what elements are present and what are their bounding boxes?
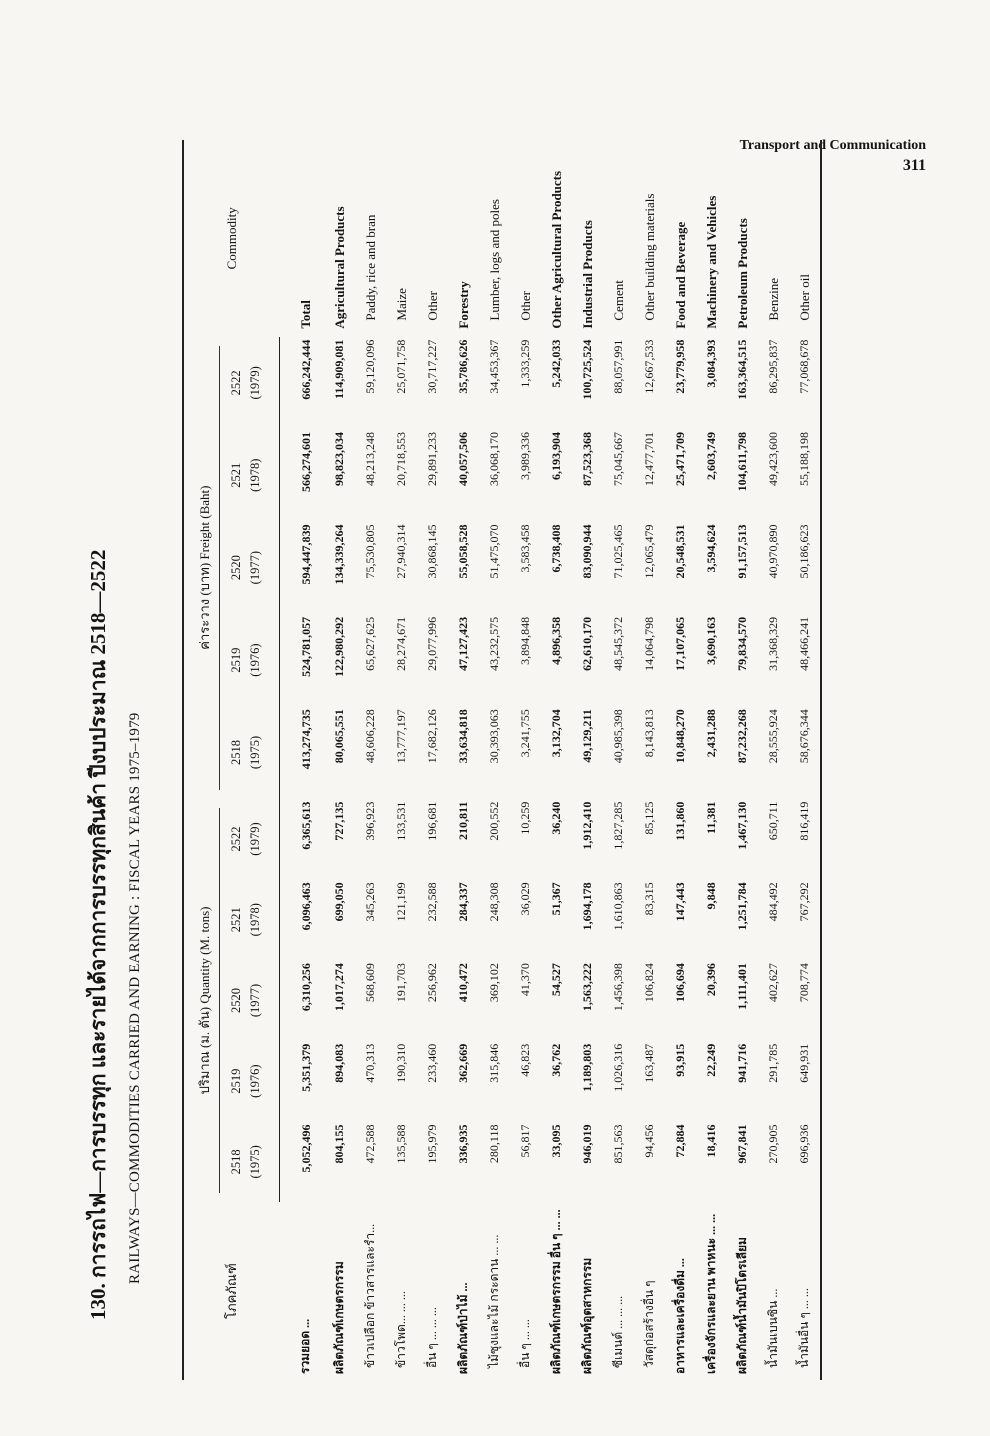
commodity-thai-cell: ผลิตภัณฑ์น้ำมันปิโตรเลียม (735, 1237, 749, 1374)
quantity-cell: 196,681 (425, 801, 439, 841)
freight-cell: 48,545,372 (611, 616, 625, 671)
header-year-freight-2521: 2521 (1978) (221, 429, 280, 521)
quantity-cell: 284,337 (456, 882, 470, 922)
table-row (758, 140, 789, 1380)
table-row (417, 140, 448, 1380)
freight-cell: 28,274,671 (394, 616, 408, 671)
commodity-thai-cell: ข้าวโพด... ... ... (394, 1291, 408, 1368)
table-row (448, 140, 479, 1380)
freight-cell: 50,186,623 (789, 521, 821, 613)
quantity-cell: 210,811 (456, 801, 470, 841)
freight-cell: 83,090,944 (580, 524, 594, 579)
quantity-cell: 696,936 (789, 1122, 821, 1203)
quantity-cell: 36,029 (518, 882, 532, 916)
freight-cell: 6,738,408 (549, 524, 563, 573)
freight-cell: 122,980,292 (332, 616, 346, 677)
freight-cell: 75,530,805 (363, 524, 377, 579)
quantity-cell: 33,095 (549, 1124, 563, 1158)
header-quantity-rule (219, 808, 220, 1194)
freight-cell: 6,193,904 (549, 432, 563, 481)
commodity-thai-cell: ผลิตภัณฑ์เกษตรกรรม (332, 1261, 346, 1374)
quantity-cell: 6,096,463 (298, 882, 313, 931)
quantity-cell: 804,155 (332, 1124, 346, 1164)
freight-cell: 35,786,626 (456, 339, 470, 394)
freight-cell: 8,143,813 (642, 709, 656, 758)
quantity-cell: 190,310 (394, 1043, 408, 1083)
freight-cell: 17,107,065 (673, 616, 687, 671)
quantity-cell: 568,609 (363, 963, 377, 1003)
freight-cell: 55,188,198 (789, 429, 821, 521)
freight-cell: 12,065,479 (642, 524, 656, 579)
freight-cell: 71,025,465 (611, 524, 625, 579)
commodity-english-cell: Agricultural Products (331, 206, 347, 329)
commodity-english-cell: Other (424, 291, 440, 321)
quantity-cell: 967,841 (735, 1124, 749, 1164)
commodity-thai-cell: วัสดุก่อสร้างอื่น ๆ (642, 1280, 656, 1368)
freight-cell: 27,940,314 (394, 524, 408, 579)
header-quantity-group (183, 799, 221, 1203)
freight-cell: 48,466,241 (789, 614, 821, 706)
freight-cell: 75,045,667 (611, 432, 625, 487)
header-year-qty-2519: 2519 (1976) (221, 1041, 280, 1122)
freight-cell: 30,868,145 (425, 524, 439, 579)
rotated-table-page (80, 140, 940, 1380)
header-freight-group (183, 337, 221, 799)
freight-cell: 104,611,798 (735, 432, 749, 492)
freight-cell: 10,848,270 (673, 709, 687, 764)
freight-cell: 20,548,531 (673, 524, 687, 579)
quantity-cell: 72,884 (673, 1124, 687, 1158)
quantity-cell: 22,249 (704, 1043, 718, 1077)
commodity-thai-cell: รวมยอด ... (298, 1318, 313, 1374)
quantity-cell: 708,774 (789, 960, 821, 1041)
freight-cell: 594,447,839 (298, 524, 313, 585)
quantity-cell: 36,762 (549, 1043, 563, 1077)
running-head-section: Transport and Communication (739, 138, 926, 153)
quantity-cell: 46,823 (518, 1043, 532, 1077)
quantity-cell: 133,531 (394, 801, 408, 841)
freight-cell: 163,364,515 (735, 339, 749, 400)
freight-cell: 43,232,575 (487, 616, 501, 671)
quantity-cell: 270,905 (766, 1124, 780, 1164)
quantity-cell: 851,563 (611, 1124, 625, 1164)
freight-cell: 29,891,233 (425, 432, 439, 487)
quantity-cell: 1,189,803 (580, 1043, 594, 1092)
commodity-thai-cell: น้ำมันอื่น ๆ ... ... (789, 1202, 821, 1380)
quantity-cell: 472,588 (363, 1124, 377, 1164)
freight-cell: 30,393,063 (487, 709, 501, 764)
quantity-cell: 484,492 (766, 882, 780, 922)
quantity-cell: 20,396 (704, 963, 718, 997)
freight-cell: 12,667,533 (642, 339, 656, 394)
table-row (696, 140, 727, 1380)
quantity-cell: 650,711 (766, 801, 780, 841)
freight-cell: 58,676,344 (789, 706, 821, 798)
commodity-thai-cell: น้ำมันเบนซิน ... (766, 1288, 780, 1368)
quantity-cell: 85,125 (642, 801, 656, 835)
quantity-cell: 232,588 (425, 882, 439, 922)
quantity-cell: 280,118 (487, 1124, 501, 1164)
freight-cell: 20,718,553 (394, 432, 408, 487)
quantity-cell: 6,365,613 (298, 801, 313, 850)
commodity-english-cell: Other Agricultural Products (548, 170, 564, 329)
commodity-thai-cell: อื่น ๆ ... ... ... (425, 1307, 439, 1368)
freight-cell: 40,057,506 (456, 432, 470, 487)
table-row (386, 140, 417, 1380)
commodity-english-cell: Paddy, rice and bran (362, 214, 378, 321)
quantity-cell: 1,251,784 (735, 882, 749, 931)
freight-cell: 31,368,329 (766, 616, 780, 671)
freight-cell: 55,058,528 (456, 524, 470, 579)
table-row (324, 140, 355, 1380)
table-title-english: RAILWAYS—COMMODITIES CARRIED AND EARNING : FISCAL YEARS 1975–1979 (127, 712, 143, 1284)
header-commodity-english: Commodity (183, 140, 280, 337)
freight-cell: 49,129,211 (580, 709, 594, 763)
freight-cell: 28,555,924 (766, 709, 780, 764)
commodity-thai-cell: ผลิตภัณฑ์เกษตรกรรม อื่น ๆ ... ... (549, 1209, 563, 1374)
quantity-cell: 699,050 (332, 882, 346, 922)
quantity-cell: 362,669 (456, 1043, 470, 1083)
quantity-cell: 369,102 (487, 963, 501, 1003)
table-row (727, 140, 758, 1380)
quantity-cell: 106,694 (673, 963, 687, 1003)
freight-cell: 413,274,735 (298, 709, 313, 770)
commodity-english-cell: Food and Beverage (672, 221, 688, 329)
quantity-cell: 200,552 (487, 801, 501, 841)
quantity-cell: 1,694,178 (580, 882, 594, 931)
commodity-english-cell: Other oil (789, 140, 821, 337)
freight-cell: 36,068,170 (487, 432, 501, 487)
quantity-cell: 649,931 (789, 1041, 821, 1122)
commodity-english-cell: Other (517, 291, 533, 321)
freight-cell: 13,777,197 (394, 709, 408, 764)
commodity-english-cell: Petroleum Products (734, 218, 750, 329)
commodity-thai-cell: เครื่องจักรและยาน พาหนะ ... ... (704, 1213, 718, 1374)
commodity-thai-cell: อื่น ๆ ... ... (518, 1319, 532, 1368)
commodity-english-cell: Industrial Products (579, 220, 595, 329)
quantity-cell: 946,019 (580, 1124, 594, 1164)
freight-cell: 3,241,755 (518, 709, 532, 758)
quantity-cell: 41,370 (518, 963, 532, 997)
quantity-cell: 11,381 (704, 801, 718, 835)
freight-cell: 86,295,837 (766, 339, 780, 394)
quantity-cell: 36,240 (549, 801, 563, 835)
commodity-thai-cell: ซีเมนต์ ... ... ... (611, 1295, 625, 1368)
quantity-cell: 256,962 (425, 963, 439, 1003)
header-commodity-thai: โภคภัณฑ์ (183, 1202, 280, 1380)
header-year-qty-2521: 2521 (1978) (221, 879, 280, 960)
freight-cell: 80,065,551 (332, 709, 346, 764)
quantity-cell: 135,588 (394, 1124, 408, 1164)
header-freight-rule (219, 346, 220, 790)
freight-cell: 40,985,398 (611, 709, 625, 764)
freight-cell: 12,477,701 (642, 432, 656, 487)
quantity-cell: 51,367 (549, 882, 563, 916)
freight-cell: 2,431,288 (704, 709, 718, 758)
quantity-cell: 106,824 (642, 963, 656, 1003)
freight-cell: 134,339,264 (332, 524, 346, 585)
freight-cell: 3,690,163 (704, 616, 718, 665)
freight-cell: 566,274,601 (298, 432, 313, 493)
commodity-thai-cell: ผลิตภัณฑ์อุตสาหกรรม (580, 1257, 594, 1374)
quantity-cell: 402,627 (766, 963, 780, 1003)
table-row (541, 140, 572, 1380)
table-row (603, 140, 634, 1380)
table-row (479, 140, 510, 1380)
freight-cell: 48,213,248 (363, 432, 377, 487)
quantity-cell: 163,487 (642, 1043, 656, 1083)
freight-cell: 2,603,749 (704, 432, 718, 481)
header-year-freight-2520: 2520 (1977) (221, 521, 280, 613)
commodity-thai-cell: ไม้ซุงและไม้ กระดาน ... ... (487, 1234, 501, 1368)
freight-cell: 87,232,268 (735, 709, 749, 764)
freight-cell: 3,894,848 (518, 616, 532, 665)
commodity-english-cell: Other building materials (641, 193, 657, 321)
quantity-cell: 1,467,130 (735, 801, 749, 850)
page-number: 311 (902, 157, 926, 174)
quantity-cell: 195,979 (425, 1124, 439, 1164)
freight-cell: 14,064,798 (642, 616, 656, 671)
header-year-qty-2522: 2522 (1979) (221, 799, 280, 880)
freight-cell: 87,523,368 (580, 432, 594, 487)
freight-cell: 79,834,570 (735, 616, 749, 671)
commodity-english-cell: Benzine (765, 278, 781, 321)
quantity-cell: 941,716 (735, 1043, 749, 1083)
quantity-cell: 18,416 (704, 1124, 718, 1158)
freight-cell: 5,242,033 (549, 339, 563, 388)
table-row (665, 140, 696, 1380)
quantity-cell: 121,199 (394, 882, 408, 922)
quantity-cell: 1,017,274 (332, 963, 346, 1012)
quantity-cell: 410,472 (456, 963, 470, 1003)
table-row (355, 140, 386, 1380)
table-row (510, 140, 541, 1380)
freight-cell: 77,068,678 (789, 337, 821, 429)
freight-cell: 114,909,081 (332, 339, 346, 399)
freight-cell: 51,475,070 (487, 524, 501, 579)
freight-cell: 3,084,393 (704, 339, 718, 388)
freight-cell: 29,077,996 (425, 616, 439, 671)
table-row (789, 140, 821, 1380)
quantity-cell: 248,308 (487, 882, 501, 922)
quantity-cell: 233,460 (425, 1043, 439, 1083)
freight-cell: 34,453,367 (487, 339, 501, 394)
table-row (634, 140, 665, 1380)
quantity-cell: 336,935 (456, 1124, 470, 1164)
quantity-cell: 1,026,316 (611, 1043, 625, 1092)
freight-cell: 23,779,958 (673, 339, 687, 394)
quantity-cell: 6,310,256 (298, 963, 313, 1012)
quantity-cell: 291,785 (766, 1043, 780, 1083)
quantity-cell: 1,827,285 (611, 801, 625, 850)
freight-cell: 48,606,228 (363, 709, 377, 764)
table-row (572, 140, 603, 1380)
quantity-cell: 147,443 (673, 882, 687, 922)
quantity-cell: 191,703 (394, 963, 408, 1003)
freight-cell: 666,242,444 (298, 339, 313, 400)
freight-cell: 91,157,513 (735, 524, 749, 579)
quantity-cell: 94,456 (642, 1124, 656, 1158)
freight-cell: 47,127,423 (456, 616, 470, 671)
quantity-cell: 56,817 (518, 1124, 532, 1158)
freight-cell: 30,717,227 (425, 339, 439, 394)
quantity-cell: 54,527 (549, 963, 563, 997)
quantity-cell: 1,111,401 (735, 963, 749, 1010)
quantity-cell: 470,313 (363, 1043, 377, 1083)
quantity-cell: 5,052,496 (298, 1124, 313, 1173)
freight-cell: 59,120,096 (363, 339, 377, 394)
commodity-english-cell: Forestry (455, 281, 471, 329)
freight-cell: 25,071,758 (394, 339, 408, 394)
freight-cell: 17,682,126 (425, 709, 439, 764)
freight-cell: 49,423,600 (766, 432, 780, 487)
quantity-cell: 5,351,379 (298, 1043, 313, 1092)
quantity-cell: 1,456,398 (611, 963, 625, 1012)
freight-cell: 3,989,336 (518, 432, 532, 481)
quantity-cell: 767,292 (789, 879, 821, 960)
quantity-cell: 315,846 (487, 1043, 501, 1083)
commodity-english-cell: Machinery and Vehicles (703, 195, 719, 329)
freight-cell: 1,333,259 (518, 339, 532, 388)
freight-cell: 524,781,057 (298, 616, 313, 677)
quantity-cell: 83,315 (642, 882, 656, 916)
commodity-english-cell: Cement (610, 280, 626, 321)
commodity-thai-cell: อาหารและเครื่องดื่ม ... (673, 1258, 687, 1374)
freight-cell: 98,823,034 (332, 432, 346, 487)
freight-cell: 3,583,458 (518, 524, 532, 573)
freight-cell: 62,610,170 (580, 616, 594, 671)
quantity-cell: 131,860 (673, 801, 687, 841)
header-year-freight-2518: 2518 (1975) (221, 706, 280, 798)
header-year-freight-2519: 2519 (1976) (221, 614, 280, 706)
freight-cell: 4,896,358 (549, 616, 563, 665)
freight-cell: 40,970,890 (766, 524, 780, 579)
commodity-english-cell: Maize (393, 288, 409, 321)
freight-cell: 65,627,625 (363, 616, 377, 671)
header-year-freight-2522: 2522 (1979) (221, 337, 280, 429)
table-title-thai (82, 140, 115, 1320)
quantity-cell: 9,848 (704, 882, 718, 910)
freight-cell: 3,132,704 (549, 709, 563, 758)
quantity-cell: 1,912,410 (580, 801, 594, 850)
commodities-table (182, 140, 822, 1380)
quantity-cell: 1,610,863 (611, 882, 625, 931)
quantity-cell: 727,135 (332, 801, 346, 841)
table-title-thai-text: การรถไฟ—การบรรทุก และรายได้จากการบรรทุกสินค้า ปีงบประมาณ 2518—2522 (86, 549, 110, 1278)
table-row (280, 140, 325, 1380)
freight-cell: 33,634,818 (456, 709, 470, 764)
quantity-cell: 1,563,222 (580, 963, 594, 1012)
header-freight-label: ค่าระวาง (บาท) Freight (Baht) (197, 485, 212, 650)
commodity-english-cell: Lumber, logs and poles (486, 199, 502, 321)
quantity-cell: 816,419 (789, 799, 821, 880)
commodity-thai-cell: ผลิตภัณฑ์ป่าไม้ ... (456, 1282, 470, 1374)
quantity-cell: 396,923 (363, 801, 377, 841)
quantity-cell: 345,263 (363, 882, 377, 922)
freight-cell: 3,594,624 (704, 524, 718, 573)
commodity-thai-cell: ข้าวเปลือก ข้าวสารและรำ... (363, 1223, 377, 1368)
freight-cell: 100,725,524 (580, 339, 594, 400)
header-year-qty-2520: 2520 (1977) (221, 960, 280, 1041)
quantity-cell: 10,259 (518, 801, 532, 835)
table-titles (82, 140, 182, 1380)
header-quantity-label: ปริมาณ (ม. ตัน) Quantity (M. tons) (197, 906, 212, 1095)
freight-cell: 88,057,991 (611, 339, 625, 394)
table-number: 130. (86, 1283, 110, 1320)
freight-cell: 25,471,709 (673, 432, 687, 487)
quantity-cell: 894,083 (332, 1043, 346, 1083)
quantity-cell: 93,915 (673, 1043, 687, 1077)
header-year-qty-2518: 2518 (1975) (221, 1122, 280, 1203)
table-body (280, 140, 822, 1380)
commodity-english-cell: Total (297, 300, 313, 329)
